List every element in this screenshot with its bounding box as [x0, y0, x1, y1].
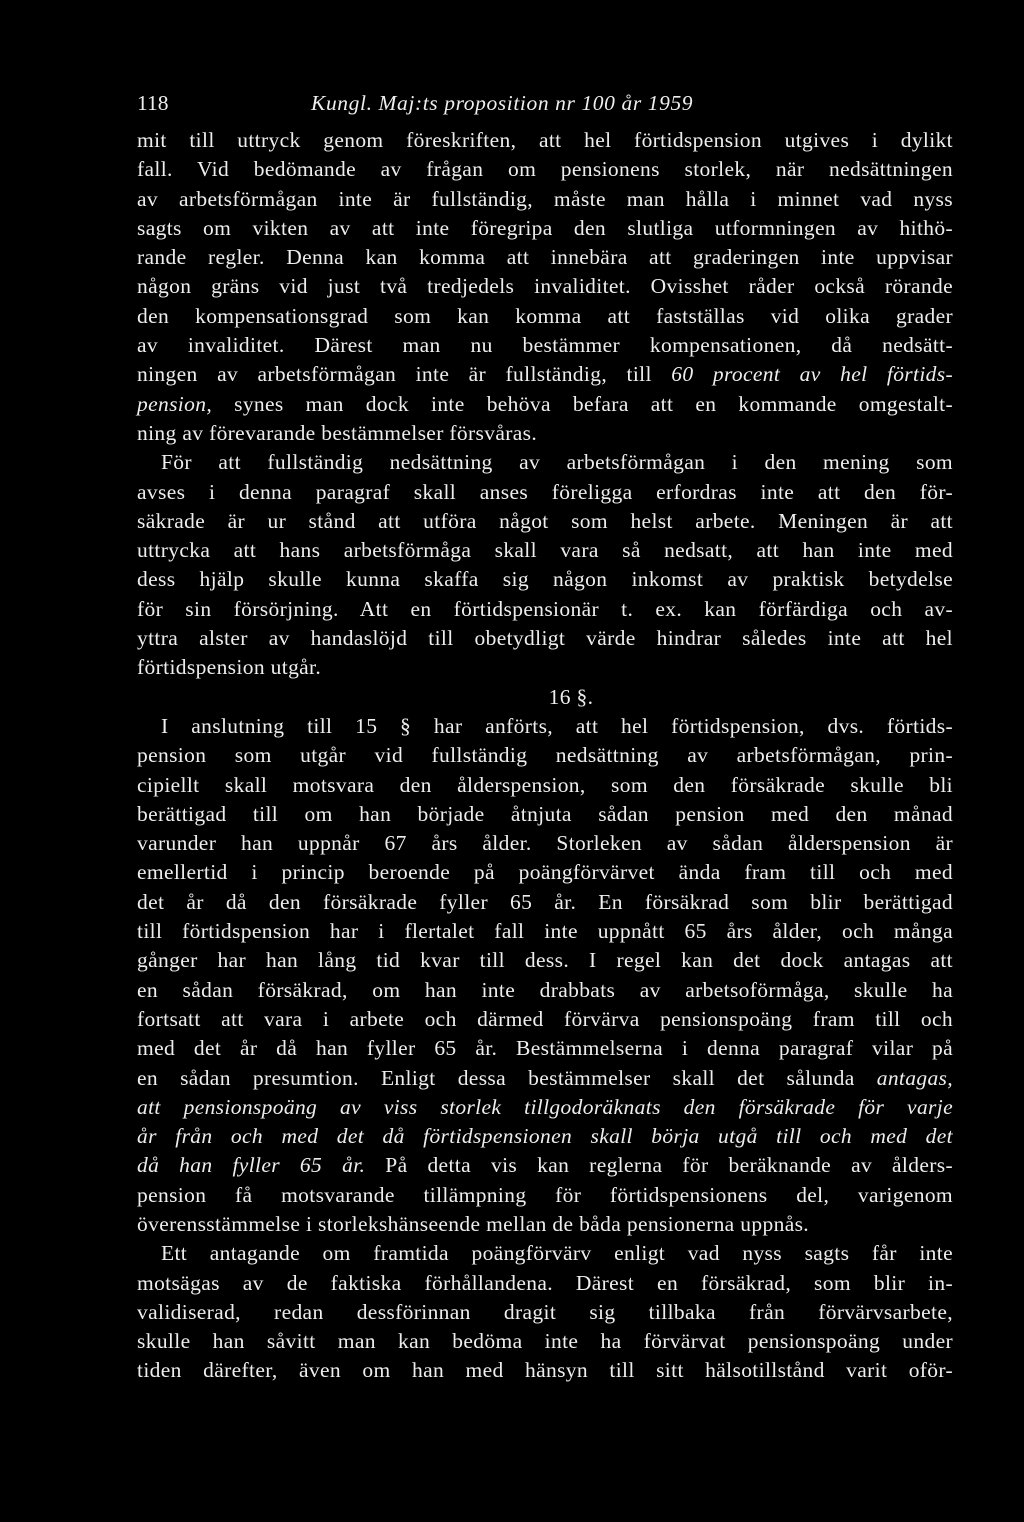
- text-line: [137, 858, 953, 887]
- text-line: [137, 888, 953, 917]
- running-title: Kungl. Maj:ts proposition nr 100 år 1959: [311, 91, 694, 115]
- text-segment: uttrycka att hans arbetsförmåga skall vara så nedsatt, att han inte med: [137, 538, 953, 563]
- running-header: [137, 86, 953, 120]
- text-segment: 16 §.: [548, 684, 594, 709]
- text-segment: gånger har han lång tid kvar till dess. I regel kan det dock antagas att: [137, 948, 953, 973]
- text-segment: ningen av arbetsförmågan inte är fullständig, till: [137, 362, 672, 387]
- text-segment: varunder han uppnår 67 års ålder. Storleken av sådan ålderspension är: [137, 831, 953, 856]
- section-heading: [137, 683, 953, 712]
- text-segment: av invaliditet. Därest man nu bestämmer kompensationen, då nedsätt-: [137, 333, 953, 358]
- text-segment: tiden därefter, även om han med hänsyn till sitt hälsotillstånd varit oför-: [137, 1358, 953, 1383]
- text-segment: ning av förevarande bestämmelser försvåras.: [137, 420, 538, 445]
- text-line: [137, 595, 953, 624]
- text-segment: dess hjälp skulle kunna skaffa sig någon inkomst av praktisk betydelse: [137, 567, 953, 592]
- text-line: [137, 1064, 953, 1093]
- text-segment: Ett antagande om framtida poängförvärv enligt vad nyss sagts får inte: [161, 1241, 953, 1266]
- text-segment: det år då den försäkrade fyller 65 år. En försäkrad som blir berättigad: [137, 889, 953, 914]
- text-segment: förtidspension utgår.: [137, 655, 322, 680]
- text-segment: en sådan försäkrad, om han inte drabbats av arbetsoförmåga, skulle ha: [137, 977, 953, 1002]
- body-text: [137, 126, 953, 1386]
- text-line: [137, 331, 953, 360]
- text-line: [137, 155, 953, 184]
- text-segment: den kompensationsgrad som kan komma att fastställas vid olika grader: [137, 303, 953, 328]
- text-line: [137, 917, 953, 946]
- text-line: [137, 448, 953, 477]
- italic-text: pension,: [137, 391, 213, 416]
- text-segment: avses i denna paragraf skall anses föreligga erfordras inte att den för-: [137, 479, 953, 504]
- text-line: [137, 1034, 953, 1063]
- text-segment: till förtidspension har i flertalet fall inte uppnått 65 års ålder, och många: [137, 919, 953, 944]
- text-line: [137, 1239, 953, 1268]
- text-line: [137, 1005, 953, 1034]
- text-segment: emellertid i princip beroende på poängförvärvet ända fram till och med: [137, 860, 953, 885]
- text-segment: synes man dock inte behöva befara att en kommande omgestalt-: [212, 391, 953, 416]
- italic-text: att pensionspoäng av viss storlek tillgodoräknats den försäkrade för varje: [137, 1094, 953, 1119]
- text-line: [137, 712, 953, 741]
- text-line: [137, 1327, 953, 1356]
- text-segment: säkrade är ur stånd att utföra något som helst arbete. Meningen är att: [137, 508, 953, 533]
- italic-text: 60 procent av hel förtids-: [671, 362, 953, 387]
- text-line: [137, 243, 953, 272]
- text-segment: validiserad, redan dessförinnan dragit sig tillbaka från förvärvsarbete,: [137, 1299, 953, 1324]
- text-line: [137, 1093, 953, 1122]
- text-line: [137, 800, 953, 829]
- text-line: [137, 1122, 953, 1151]
- text-segment: för sin försörjning. Att en förtidspensionär t. ex. kan förfärdiga och av-: [137, 596, 953, 621]
- text-line: [137, 126, 953, 155]
- text-segment: mit till uttryck genom föreskriften, att hel förtidspension utgives i dylikt: [137, 128, 953, 152]
- text-line: [137, 360, 953, 389]
- text-segment: överensstämmelse i storlekshänseende mellan de båda pensionerna uppnås.: [137, 1211, 810, 1236]
- text-line: [137, 272, 953, 301]
- text-line: [137, 565, 953, 594]
- text-line: [137, 214, 953, 243]
- text-line: [137, 302, 953, 331]
- text-line: [137, 1298, 953, 1327]
- text-segment: motsägas av de faktiska förhållandena. Därest en försäkrad, som blir in-: [137, 1270, 953, 1295]
- text-line: [137, 976, 953, 1005]
- text-line: [137, 653, 953, 682]
- text-line: [137, 1269, 953, 1298]
- text-segment: sagts om vikten av att inte föregripa den slutliga utformningen av hithö-: [137, 215, 953, 240]
- text-segment: cipiellt skall motsvara den ålderspension, som den försäkrade skulle bli: [137, 772, 953, 797]
- text-segment: någon gräns vid just två tredjedels invaliditet. Ovisshet råder också rörande: [137, 274, 953, 299]
- text-segment: med det år då han fyller 65 år. Bestämmelserna i denna paragraf vilar på: [137, 1036, 953, 1061]
- text-segment: av arbetsförmågan inte är fullständig, måste man hålla i minnet vad nyss: [137, 186, 953, 211]
- text-line: [137, 1181, 953, 1210]
- page-number: 118: [137, 91, 169, 115]
- text-line: [137, 624, 953, 653]
- text-line: [137, 771, 953, 800]
- text-segment: För att fullständig nedsättning av arbetsförmågan i den mening som: [161, 450, 953, 475]
- text-line: [137, 946, 953, 975]
- text-segment: I anslutning till 15 § har anförts, att hel förtidspension, dvs. förtids-: [161, 713, 953, 738]
- text-segment: skulle han såvitt man kan bedöma inte ha förvärvat pensionspoäng under: [137, 1329, 953, 1354]
- text-segment: yttra alster av handaslöjd till obetydligt värde hindrar således inte att hel: [137, 626, 953, 651]
- text-line: [137, 1151, 953, 1180]
- text-line: [137, 829, 953, 858]
- text-line: [137, 507, 953, 536]
- text-line: [137, 1210, 953, 1239]
- text-line: [137, 1356, 953, 1385]
- text-segment: rande regler. Denna kan komma att innebära att graderingen inte uppvisar: [137, 245, 953, 270]
- text-segment: fortsatt att vara i arbete och därmed förvärva pensionspoäng fram till och: [137, 1006, 953, 1031]
- text-segment: pension som utgår vid fullständig nedsättning av arbetsförmågan, prin-: [137, 743, 953, 768]
- italic-text: år från och med det då förtidspensionen skall börja utgå till och med det: [137, 1124, 953, 1149]
- italic-text: då han fyller 65 år.: [137, 1153, 366, 1178]
- text-segment: På detta vis kan reglerna för beräknande av ålders-: [365, 1153, 953, 1178]
- text-line: [137, 478, 953, 507]
- text-line: [137, 419, 953, 448]
- text-line: [137, 536, 953, 565]
- text-segment: en sådan presumtion. Enligt dessa bestämmelser skall det sålunda: [137, 1065, 877, 1090]
- text-segment: fall. Vid bedömande av frågan om pensionens storlek, när nedsättningen: [137, 157, 953, 182]
- text-line: [137, 390, 953, 419]
- italic-text: antagas,: [876, 1065, 953, 1090]
- text-line: [137, 741, 953, 770]
- document-page: [137, 86, 953, 1386]
- text-segment: berättigad till om han började åtnjuta sådan pension med den månad: [137, 801, 953, 826]
- text-line: [137, 185, 953, 214]
- text-segment: pension få motsvarande tillämpning för förtidspensionens del, varigenom: [137, 1182, 953, 1207]
